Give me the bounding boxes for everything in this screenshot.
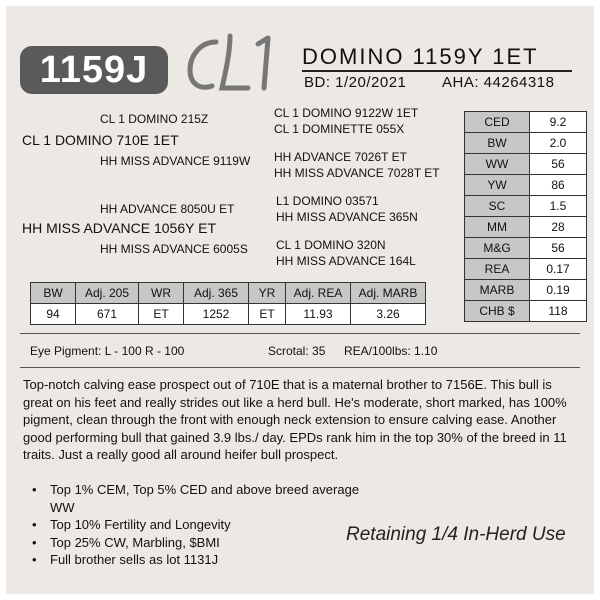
bullet-icon: • bbox=[32, 517, 37, 533]
list-item bbox=[32, 481, 362, 516]
performance-value: 94 bbox=[31, 304, 76, 325]
pedigree-sss-sire: CL 1 DOMINO 9122W 1ET bbox=[274, 106, 419, 120]
eye-pigment: Eye Pigment: L - 100 R - 100 bbox=[30, 344, 185, 358]
epd-label: MM bbox=[465, 217, 530, 238]
epd-label: CED bbox=[465, 112, 530, 133]
pedigree-dd-sire: CL 1 DOMINO 320N bbox=[276, 238, 386, 252]
epd-row bbox=[465, 133, 587, 154]
sale-card bbox=[6, 6, 594, 594]
pedigree-dam: HH MISS ADVANCE 1056Y ET bbox=[22, 220, 216, 236]
description: Top-notch calving ease prospect out of 710E that is a maternal brother to 7156E. This bull is great on his feet and really strides out like a herd bull. He's moderate, short marked, has 100% pigment, clean through the front with enough neck extension to ensure calving ease. Another good performing bull that gained 3.9 lbs./ day. EPDs rank him in the top 30% of the breed in 11 traits. Just a really good all around heifer bull prospect. bbox=[23, 377, 567, 463]
performance-header: Adj. REA bbox=[286, 283, 351, 304]
epd-value: 56 bbox=[530, 154, 587, 175]
list-item-text: Top 1% CEM, Top 5% CED and above breed average WW bbox=[50, 482, 360, 515]
epd-value: 1.5 bbox=[530, 196, 587, 217]
performance-value: 11.93 bbox=[286, 304, 351, 325]
epd-value: 0.19 bbox=[530, 280, 587, 301]
epd-label: WW bbox=[465, 154, 530, 175]
epd-label: MARB bbox=[465, 280, 530, 301]
list-item bbox=[32, 516, 362, 534]
performance-value: ET bbox=[249, 304, 286, 325]
bullet-icon: • bbox=[32, 552, 37, 568]
epd-value: 118 bbox=[530, 301, 587, 322]
list-item-text: Top 10% Fertility and Longevity bbox=[50, 517, 231, 533]
performance-header: Adj. 365 bbox=[184, 283, 249, 304]
retaining-note: Retaining 1/4 In-Herd Use bbox=[346, 524, 566, 545]
epd-row bbox=[465, 154, 587, 175]
pedigree-ssd-dam: HH MISS ADVANCE 7028T ET bbox=[274, 166, 440, 180]
performance-header: Adj. MARB bbox=[351, 283, 426, 304]
list-item-text: Full brother sells as lot 1131J bbox=[50, 552, 219, 568]
rea-per-100lbs: REA/100lbs: 1.10 bbox=[344, 344, 438, 358]
epd-label: REA bbox=[465, 259, 530, 280]
epd-value: 56 bbox=[530, 238, 587, 259]
epd-row bbox=[465, 196, 587, 217]
bullet-icon: • bbox=[32, 482, 37, 497]
pedigree-sire-sire-sire: CL 1 DOMINO 215Z bbox=[100, 112, 209, 126]
epd-row bbox=[465, 280, 587, 301]
epd-value: 2.0 bbox=[530, 133, 587, 154]
lot-number-badge: 1159J bbox=[20, 46, 168, 94]
pedigree-dam-sire: HH ADVANCE 8050U ET bbox=[100, 202, 235, 216]
scrotal: Scrotal: 35 bbox=[268, 344, 326, 358]
epd-table bbox=[464, 111, 587, 322]
name-underline bbox=[302, 70, 572, 72]
list-item-text: Top 25% CW, Marbling, $BMI bbox=[50, 534, 220, 550]
performance-value: 1252 bbox=[184, 304, 249, 325]
pedigree-sire: CL 1 DOMINO 710E 1ET bbox=[22, 132, 179, 148]
divider bbox=[20, 333, 580, 334]
pedigree-ds-dam: HH MISS ADVANCE 365N bbox=[276, 210, 418, 224]
registration-number: AHA: 44264318 bbox=[442, 74, 555, 91]
performance-header: Adj. 205 bbox=[76, 283, 139, 304]
epd-value: 9.2 bbox=[530, 112, 587, 133]
performance-value: 671 bbox=[76, 304, 139, 325]
epd-label: SC bbox=[465, 196, 530, 217]
performance-value: 3.26 bbox=[351, 304, 426, 325]
performance-value: ET bbox=[139, 304, 184, 325]
epd-row bbox=[465, 301, 587, 322]
bullet-icon: • bbox=[32, 534, 37, 550]
birth-date: BD: 1/20/2021 bbox=[304, 74, 407, 91]
pedigree-dd-dam: HH MISS ADVANCE 164L bbox=[276, 254, 416, 268]
epd-label: YW bbox=[465, 175, 530, 196]
bull-name: DOMINO 1159Y 1ET bbox=[302, 44, 539, 69]
performance-header: BW bbox=[31, 283, 76, 304]
divider bbox=[20, 367, 580, 368]
pedigree-sss-dam: CL 1 DOMINETTE 055X bbox=[274, 122, 405, 136]
epd-row bbox=[465, 175, 587, 196]
epd-value: 0.17 bbox=[530, 259, 587, 280]
pedigree-ssd-sire: HH ADVANCE 7026T ET bbox=[274, 150, 407, 164]
list-item bbox=[32, 534, 362, 552]
performance-header-row bbox=[31, 283, 426, 304]
performance-header: YR bbox=[249, 283, 286, 304]
epd-value: 86 bbox=[530, 175, 587, 196]
epd-label: M&G bbox=[465, 238, 530, 259]
epd-label: BW bbox=[465, 133, 530, 154]
cl1-brand-logo bbox=[178, 30, 288, 100]
performance-header: WR bbox=[139, 283, 184, 304]
epd-row bbox=[465, 112, 587, 133]
epd-value: 28 bbox=[530, 217, 587, 238]
epd-label: CHB $ bbox=[465, 301, 530, 322]
epd-row bbox=[465, 238, 587, 259]
pedigree-ds-sire: L1 DOMINO 03571 bbox=[276, 194, 379, 208]
pedigree-sire-dam: HH MISS ADVANCE 9119W bbox=[100, 154, 251, 168]
performance-table bbox=[30, 282, 426, 325]
epd-row bbox=[465, 217, 587, 238]
pedigree-dam-dam: HH MISS ADVANCE 6005S bbox=[100, 242, 248, 256]
performance-value-row bbox=[31, 304, 426, 325]
highlights-list bbox=[32, 481, 362, 569]
list-item bbox=[32, 551, 362, 569]
epd-row bbox=[465, 259, 587, 280]
